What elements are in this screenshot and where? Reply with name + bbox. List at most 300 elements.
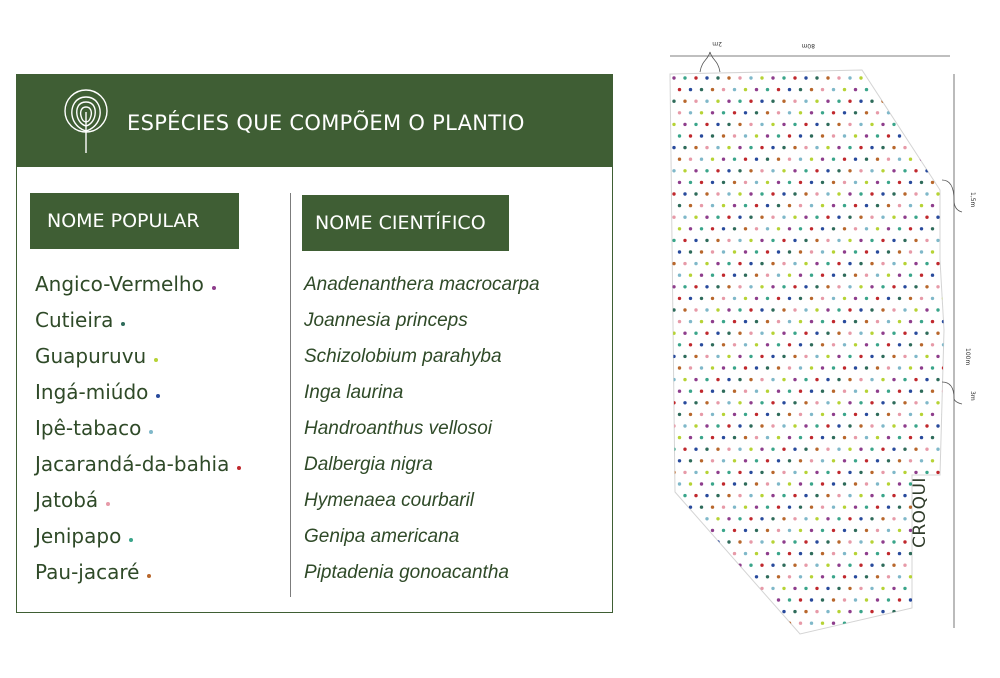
tree-dot bbox=[804, 378, 807, 381]
tree-dot bbox=[716, 471, 719, 474]
tree-dot bbox=[931, 390, 934, 393]
tree-dot bbox=[821, 250, 824, 253]
tree-dot bbox=[788, 506, 791, 509]
tree-dot bbox=[733, 436, 736, 439]
tree-dot bbox=[837, 146, 840, 149]
tree-dot bbox=[810, 482, 813, 485]
tree-dot bbox=[865, 274, 868, 277]
tree-dot bbox=[711, 250, 714, 253]
tree-dot bbox=[744, 181, 747, 184]
tree-dot bbox=[936, 448, 939, 451]
tree-dot bbox=[782, 192, 785, 195]
tree-dot bbox=[887, 320, 890, 323]
tree-dot bbox=[859, 517, 862, 520]
tree-dot bbox=[716, 308, 719, 311]
tree-dot bbox=[782, 216, 785, 219]
tree-dot bbox=[694, 378, 697, 381]
tree-dot bbox=[694, 424, 697, 427]
tree-dot bbox=[766, 227, 769, 230]
tree-dot bbox=[738, 378, 741, 381]
tree-dot bbox=[700, 297, 703, 300]
tree-dot bbox=[832, 366, 835, 369]
tree-dot bbox=[892, 262, 895, 265]
tree-dot bbox=[925, 239, 928, 242]
tree-dot bbox=[865, 366, 868, 369]
tree-dot bbox=[898, 506, 901, 509]
tree-dot bbox=[848, 378, 851, 381]
tree-dot bbox=[788, 297, 791, 300]
tree-dot bbox=[865, 88, 868, 91]
tree-dot bbox=[903, 169, 906, 172]
tree-dot bbox=[865, 227, 868, 230]
tree-dot bbox=[892, 146, 895, 149]
tree-dot bbox=[733, 366, 736, 369]
tree-dot bbox=[749, 192, 752, 195]
tree-dot bbox=[804, 146, 807, 149]
tree-dot bbox=[953, 413, 956, 416]
tree-dot bbox=[870, 564, 873, 567]
tree-dot bbox=[909, 297, 912, 300]
tree-dot bbox=[727, 123, 730, 126]
tree-dot bbox=[810, 204, 813, 207]
tree-dot bbox=[925, 262, 928, 265]
tree-dot bbox=[843, 506, 846, 509]
tree-dot bbox=[826, 192, 829, 195]
tree-dot bbox=[700, 181, 703, 184]
tree-dot bbox=[722, 181, 725, 184]
tree-dot bbox=[832, 320, 835, 323]
tree-dot bbox=[909, 181, 912, 184]
tree-dot bbox=[848, 308, 851, 311]
tree-dot bbox=[843, 390, 846, 393]
tree-dot bbox=[870, 76, 873, 79]
tree-dot bbox=[903, 378, 906, 381]
tree-dot bbox=[793, 146, 796, 149]
tree-dot bbox=[881, 587, 884, 590]
tree-dot bbox=[920, 366, 923, 369]
tree-dot bbox=[832, 204, 835, 207]
tree-dot bbox=[678, 390, 681, 393]
tree-dot bbox=[936, 355, 939, 358]
tree-dot bbox=[705, 355, 708, 358]
tree-dot bbox=[689, 366, 692, 369]
tree-dot bbox=[711, 366, 714, 369]
tree-dot bbox=[744, 482, 747, 485]
tree-dot bbox=[815, 216, 818, 219]
tree-dot bbox=[705, 587, 708, 590]
tree-dot bbox=[771, 76, 774, 79]
tree-dot bbox=[931, 274, 934, 277]
tree-dot bbox=[947, 216, 950, 219]
tree-dot bbox=[760, 378, 763, 381]
tree-dot bbox=[689, 134, 692, 137]
list-item: Piptadenia gonoacantha bbox=[304, 562, 509, 583]
tree-dot bbox=[711, 390, 714, 393]
tree-dot bbox=[683, 308, 686, 311]
tree-dot bbox=[947, 494, 950, 497]
tree-dot bbox=[716, 610, 719, 613]
tree-dot bbox=[848, 192, 851, 195]
tree-dot bbox=[672, 355, 675, 358]
tree-dot bbox=[887, 622, 890, 625]
tree-dot bbox=[678, 506, 681, 509]
tree-dot bbox=[672, 540, 675, 543]
tree-dot bbox=[727, 378, 730, 381]
tree-dot bbox=[859, 401, 862, 404]
tree-dot bbox=[744, 366, 747, 369]
tree-dot bbox=[749, 448, 752, 451]
tree-dot bbox=[815, 448, 818, 451]
tree-dot bbox=[843, 111, 846, 114]
tree-dot bbox=[914, 424, 917, 427]
tree-dot bbox=[727, 169, 730, 172]
tree-dot bbox=[760, 169, 763, 172]
popular-name: Pau-jacaré bbox=[35, 560, 140, 584]
tree-dot bbox=[804, 100, 807, 103]
tree-dot bbox=[799, 482, 802, 485]
tree-dot bbox=[793, 401, 796, 404]
tree-dot bbox=[672, 100, 675, 103]
tree-dot bbox=[744, 158, 747, 161]
tree-dot bbox=[931, 320, 934, 323]
tree-dot bbox=[722, 366, 725, 369]
tree-dot bbox=[733, 250, 736, 253]
tree-dot bbox=[733, 413, 736, 416]
tree-dot bbox=[683, 76, 686, 79]
tree-dot bbox=[887, 111, 890, 114]
tree-dot bbox=[815, 308, 818, 311]
tree-dot bbox=[936, 169, 939, 172]
tree-dot bbox=[694, 332, 697, 335]
tree-dot bbox=[766, 413, 769, 416]
tree-dot bbox=[749, 169, 752, 172]
tree-dot bbox=[711, 204, 714, 207]
tree-dot bbox=[837, 424, 840, 427]
tree-dot bbox=[799, 436, 802, 439]
tree-dot bbox=[815, 146, 818, 149]
tree-dot bbox=[892, 216, 895, 219]
tree-dot bbox=[859, 76, 862, 79]
tree-dot bbox=[804, 76, 807, 79]
tree-dot bbox=[821, 390, 824, 393]
tree-dot bbox=[837, 123, 840, 126]
tree-dot bbox=[810, 181, 813, 184]
tree-dot bbox=[755, 274, 758, 277]
tree-dot bbox=[931, 250, 934, 253]
tree-dot bbox=[909, 436, 912, 439]
tree-dot bbox=[953, 320, 956, 323]
tree-dot bbox=[722, 529, 725, 532]
tree-dot bbox=[942, 482, 945, 485]
tree-dot bbox=[936, 123, 939, 126]
tree-dot bbox=[683, 378, 686, 381]
tree-dot bbox=[947, 123, 950, 126]
tree-dot bbox=[832, 181, 835, 184]
tree-dot bbox=[832, 297, 835, 300]
tree-dot bbox=[925, 401, 928, 404]
tree-dot bbox=[738, 123, 741, 126]
tree-dot bbox=[771, 540, 774, 543]
tree-dot bbox=[837, 355, 840, 358]
tree-dot bbox=[804, 401, 807, 404]
nome-popular-heading: NOME POPULAR bbox=[30, 193, 239, 249]
tree-dot bbox=[810, 413, 813, 416]
tree-dot bbox=[782, 100, 785, 103]
list-item bbox=[35, 338, 241, 374]
tree-dot bbox=[821, 227, 824, 230]
tree-dot bbox=[705, 169, 708, 172]
tree-dot bbox=[881, 355, 884, 358]
list-item bbox=[35, 266, 241, 302]
tree-dot bbox=[788, 575, 791, 578]
tree-dot bbox=[716, 424, 719, 427]
tree-dot bbox=[815, 540, 818, 543]
tree-dot bbox=[848, 216, 851, 219]
tree-dot bbox=[711, 111, 714, 114]
tree-dot bbox=[815, 332, 818, 335]
tree-dot bbox=[843, 250, 846, 253]
tree-dot bbox=[705, 76, 708, 79]
tree-dot bbox=[733, 482, 736, 485]
tree-dot bbox=[953, 227, 956, 230]
tree-dot bbox=[837, 448, 840, 451]
tree-dot bbox=[826, 378, 829, 381]
tree-dot bbox=[694, 285, 697, 288]
tree-dot bbox=[848, 332, 851, 335]
tree-dot bbox=[771, 378, 774, 381]
tree-dot bbox=[914, 285, 917, 288]
tree-dot bbox=[672, 216, 675, 219]
tree-dot bbox=[727, 401, 730, 404]
tree-dot bbox=[711, 158, 714, 161]
tree-dot bbox=[942, 366, 945, 369]
tree-dot bbox=[771, 332, 774, 335]
tree-dot bbox=[804, 192, 807, 195]
tree-dot bbox=[799, 413, 802, 416]
tree-dot bbox=[881, 517, 884, 520]
tree-dot bbox=[694, 262, 697, 265]
tree-dot bbox=[903, 216, 906, 219]
tree-dot bbox=[722, 274, 725, 277]
tree-dot bbox=[744, 436, 747, 439]
tree-dot bbox=[749, 378, 752, 381]
tree-dot bbox=[782, 494, 785, 497]
tree-dot bbox=[920, 413, 923, 416]
tree-dot bbox=[925, 100, 928, 103]
tree-dot bbox=[909, 390, 912, 393]
tree-dot bbox=[865, 181, 868, 184]
tree-dot bbox=[804, 308, 807, 311]
tree-dot bbox=[804, 494, 807, 497]
tree-dot bbox=[799, 158, 802, 161]
popular-name: Angico-Vermelho bbox=[35, 272, 204, 296]
tree-dot bbox=[832, 506, 835, 509]
tree-dot bbox=[777, 320, 780, 323]
tree-dot bbox=[683, 169, 686, 172]
tree-dot bbox=[914, 216, 917, 219]
tree-dot bbox=[733, 111, 736, 114]
tree-dot bbox=[683, 610, 686, 613]
tree-dot bbox=[953, 134, 956, 137]
tree-dot bbox=[771, 401, 774, 404]
tree-dot bbox=[865, 343, 868, 346]
tree-dot bbox=[821, 575, 824, 578]
tree-dot bbox=[722, 482, 725, 485]
tree-dot bbox=[804, 587, 807, 590]
tree-dot bbox=[711, 575, 714, 578]
tree-dot bbox=[689, 552, 692, 555]
tree-dot bbox=[738, 100, 741, 103]
tree-dot bbox=[903, 587, 906, 590]
tree-dot bbox=[766, 459, 769, 462]
tree-dot bbox=[953, 622, 956, 625]
tree-dot bbox=[815, 262, 818, 265]
tree-dot bbox=[854, 343, 857, 346]
tree-dot bbox=[865, 204, 868, 207]
tree-dot bbox=[672, 471, 675, 474]
tree-dot bbox=[903, 517, 906, 520]
tree-dot bbox=[914, 169, 917, 172]
tree-dot bbox=[683, 332, 686, 335]
tree-dot bbox=[936, 308, 939, 311]
tree-dot bbox=[898, 134, 901, 137]
tree-dot bbox=[777, 366, 780, 369]
tree-dot bbox=[689, 204, 692, 207]
tree-dot bbox=[931, 204, 934, 207]
tree-dot bbox=[672, 517, 675, 520]
tree-dot bbox=[953, 111, 956, 114]
tree-dot bbox=[903, 308, 906, 311]
tree-dot bbox=[881, 123, 884, 126]
tree-dot bbox=[942, 436, 945, 439]
tree-dot bbox=[903, 146, 906, 149]
tree-dot bbox=[870, 216, 873, 219]
tree-dot bbox=[711, 88, 714, 91]
tree-dot bbox=[672, 285, 675, 288]
tree-dot bbox=[881, 192, 884, 195]
tree-dot bbox=[887, 227, 890, 230]
tree-dot bbox=[898, 204, 901, 207]
tree-dot bbox=[865, 297, 868, 300]
tree-dot bbox=[804, 123, 807, 126]
tree-dot bbox=[865, 622, 868, 625]
tree-dot bbox=[881, 610, 884, 613]
tree-dot bbox=[859, 424, 862, 427]
tree-dot bbox=[804, 262, 807, 265]
tree-dot bbox=[694, 100, 697, 103]
tree-dot bbox=[700, 459, 703, 462]
tree-dot bbox=[672, 587, 675, 590]
tree-dot bbox=[749, 424, 752, 427]
tree-dot bbox=[760, 471, 763, 474]
tree-dot bbox=[722, 436, 725, 439]
tree-dot bbox=[881, 471, 884, 474]
tree-dot bbox=[755, 134, 758, 137]
tree-dot bbox=[947, 424, 950, 427]
tree-dot bbox=[711, 297, 714, 300]
tree-dot bbox=[832, 390, 835, 393]
tree-dot bbox=[683, 262, 686, 265]
tree-dot bbox=[716, 494, 719, 497]
tree-dot bbox=[903, 100, 906, 103]
tree-dot bbox=[854, 227, 857, 230]
tree-dot bbox=[744, 320, 747, 323]
tree-dot bbox=[771, 308, 774, 311]
tree-dot bbox=[727, 332, 730, 335]
tree-dot bbox=[689, 250, 692, 253]
tree-dot bbox=[738, 146, 741, 149]
tree-dot bbox=[799, 134, 802, 137]
tree-dot bbox=[909, 274, 912, 277]
tree-dot bbox=[782, 424, 785, 427]
tree-dot bbox=[931, 622, 934, 625]
tree-dot bbox=[771, 424, 774, 427]
tree-dot bbox=[683, 285, 686, 288]
tree-dot bbox=[749, 123, 752, 126]
tree-dot bbox=[947, 169, 950, 172]
tree-dot bbox=[854, 297, 857, 300]
tree-dot bbox=[854, 552, 857, 555]
tree-dot bbox=[760, 332, 763, 335]
tree-dot bbox=[887, 297, 890, 300]
tree-dot bbox=[936, 540, 939, 543]
tree-dot bbox=[711, 598, 714, 601]
tree-dot bbox=[815, 123, 818, 126]
tree-dot bbox=[821, 320, 824, 323]
tree-dot bbox=[848, 540, 851, 543]
tree-dot bbox=[898, 227, 901, 230]
tree-dot bbox=[881, 285, 884, 288]
tree-dot bbox=[782, 239, 785, 242]
tree-dot bbox=[810, 622, 813, 625]
tree-dot bbox=[727, 76, 730, 79]
tree-dot bbox=[672, 610, 675, 613]
tree-dot bbox=[689, 320, 692, 323]
tree-dot bbox=[892, 100, 895, 103]
tree-dot bbox=[909, 459, 912, 462]
tree-dot bbox=[749, 517, 752, 520]
tree-dot bbox=[821, 134, 824, 137]
tree-dot bbox=[832, 274, 835, 277]
tree-dot bbox=[771, 355, 774, 358]
tree-dot bbox=[876, 622, 879, 625]
tree-dot bbox=[672, 192, 675, 195]
tree-dot bbox=[826, 610, 829, 613]
tree-dot bbox=[925, 192, 928, 195]
popular-name: Cutieira bbox=[35, 308, 114, 332]
tree-dot bbox=[793, 285, 796, 288]
tree-dot bbox=[881, 262, 884, 265]
tree-dot bbox=[766, 506, 769, 509]
tree-dot bbox=[903, 540, 906, 543]
tree-dot bbox=[854, 111, 857, 114]
tree-dot bbox=[942, 552, 945, 555]
tree-dot bbox=[837, 587, 840, 590]
tree-dot bbox=[700, 529, 703, 532]
tree-dot bbox=[738, 424, 741, 427]
tree-dot bbox=[898, 598, 901, 601]
tree-dot bbox=[733, 343, 736, 346]
tree-dot bbox=[920, 598, 923, 601]
tree-dot bbox=[920, 88, 923, 91]
tree-dot bbox=[683, 146, 686, 149]
tree-dot bbox=[782, 76, 785, 79]
tree-dot bbox=[777, 343, 780, 346]
tree-dot bbox=[854, 250, 857, 253]
tree-dot bbox=[920, 622, 923, 625]
tree-dot bbox=[793, 587, 796, 590]
list-item bbox=[35, 302, 241, 338]
